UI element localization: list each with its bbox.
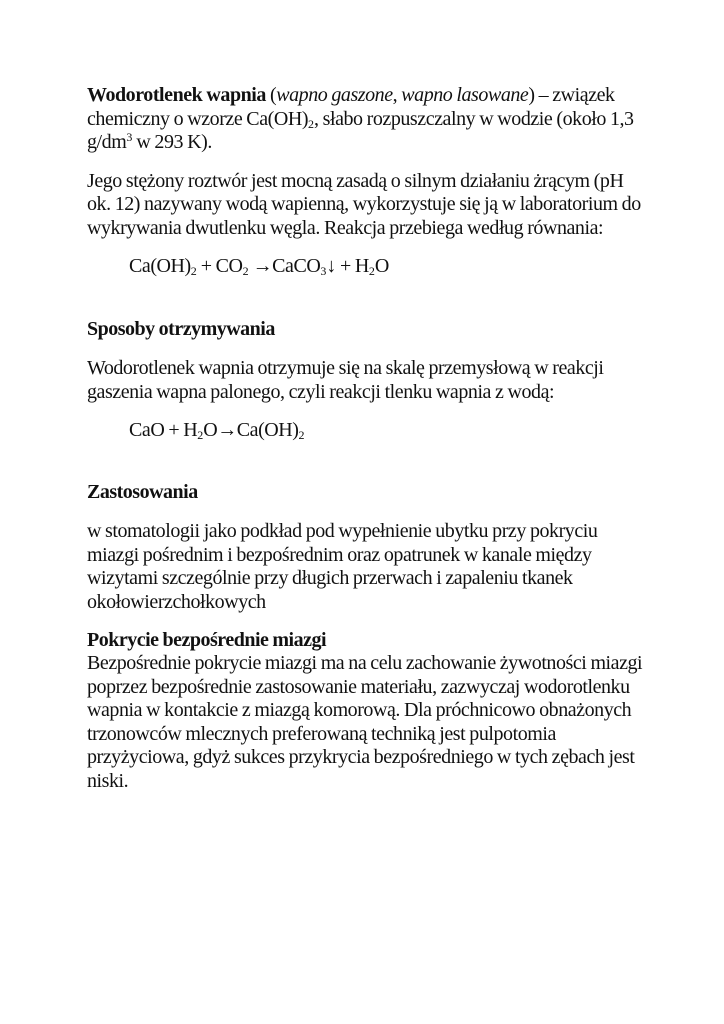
eq1-part-a: Ca(OH) [129,255,191,277]
eq1-sub-b: 2 [242,264,249,278]
eq1-part-e: O [374,255,389,277]
limewater-paragraph: Jego stężony roztwór jest mocną zasadą o silnym działaniu żrącym (pH ok. 12) nazywany wodą wapienną, wykorzystuje się ją w laboratorium do wykrywania dwutlenku węgla. Reakcja przebiega według równania: [87,169,641,239]
document-page [87,84,647,793]
equation-slaking [87,418,647,442]
alt-name-2: wapno lasowane [401,84,529,106]
eq1-sub-c: 3 [320,264,327,278]
intro-after-names: ) – związek chemiczny o wzorze Ca(OH) [87,84,615,130]
intro-open-paren: ( [265,84,277,106]
term-bold: Wodorotlenek wapnia [87,84,266,106]
eq1-sub-d: 2 [368,264,375,278]
alt-name-1: wapno gaszone [276,84,393,106]
intro-comma: , [392,84,402,106]
section-heading-sposoby: Sposoby otrzymywania [87,318,275,340]
intro-paragraph [87,84,647,155]
eq1-part-b: + CO [196,255,243,277]
eq2-sub-a: 2 [197,428,204,442]
intro-end: w 293 K). [132,131,212,153]
eq1-part-c: →CaCO [248,255,321,277]
eq2-part-a: CaO + H [129,419,198,441]
eq1-sub-a: 2 [190,264,197,278]
formula-subscript: 2 [308,116,315,131]
intro-after-formula: , słabo rozpuszczalny w wodzie (około 1,3 g/dm [87,107,634,153]
section-heading-pokrycie: Pokrycie bezpośrednie miazgi [87,629,327,651]
zastosowania-paragraph: w stomatologii jako podkład pod wypełnienie ubytku przy pokryciu miazgi pośrednim i bezpośrednim oraz opatrunek w kanale między wizytami szczególnie przy długich przerwach i zapaleniu tkanek okołowierzchołkowych [87,520,598,613]
unit-superscript: 3 [126,130,133,144]
pokrycie-paragraph: Bezpośrednie pokrycie miazgi ma na celu zachowanie żywotności miazgi poprzez bezpośrednie zastosowanie materiału, zazwyczaj wodorotlenku wapnia w kontakcie z miazgą komorową. Dla próchnicowo obnażonych trzonowców mlecznych preferowaną techniką jest pulpotomia przyżyciowa, gdyż sukces przykrycia bezpośredniego w tych zębach jest niski. [87,652,643,792]
eq2-sub-b: 2 [298,428,305,442]
eq2-part-b: O→Ca(OH) [203,419,299,441]
sposoby-paragraph: Wodorotlenek wapnia otrzymuje się na skalę przemysłową w reakcji gaszenia wapna palonego, czyli reakcji tlenku wapnia z wodą: [87,357,604,403]
section-heading-zastosowania: Zastosowania [87,481,198,503]
eq1-part-d: ↓ + H [326,255,369,277]
equation-carbonation [87,254,647,278]
